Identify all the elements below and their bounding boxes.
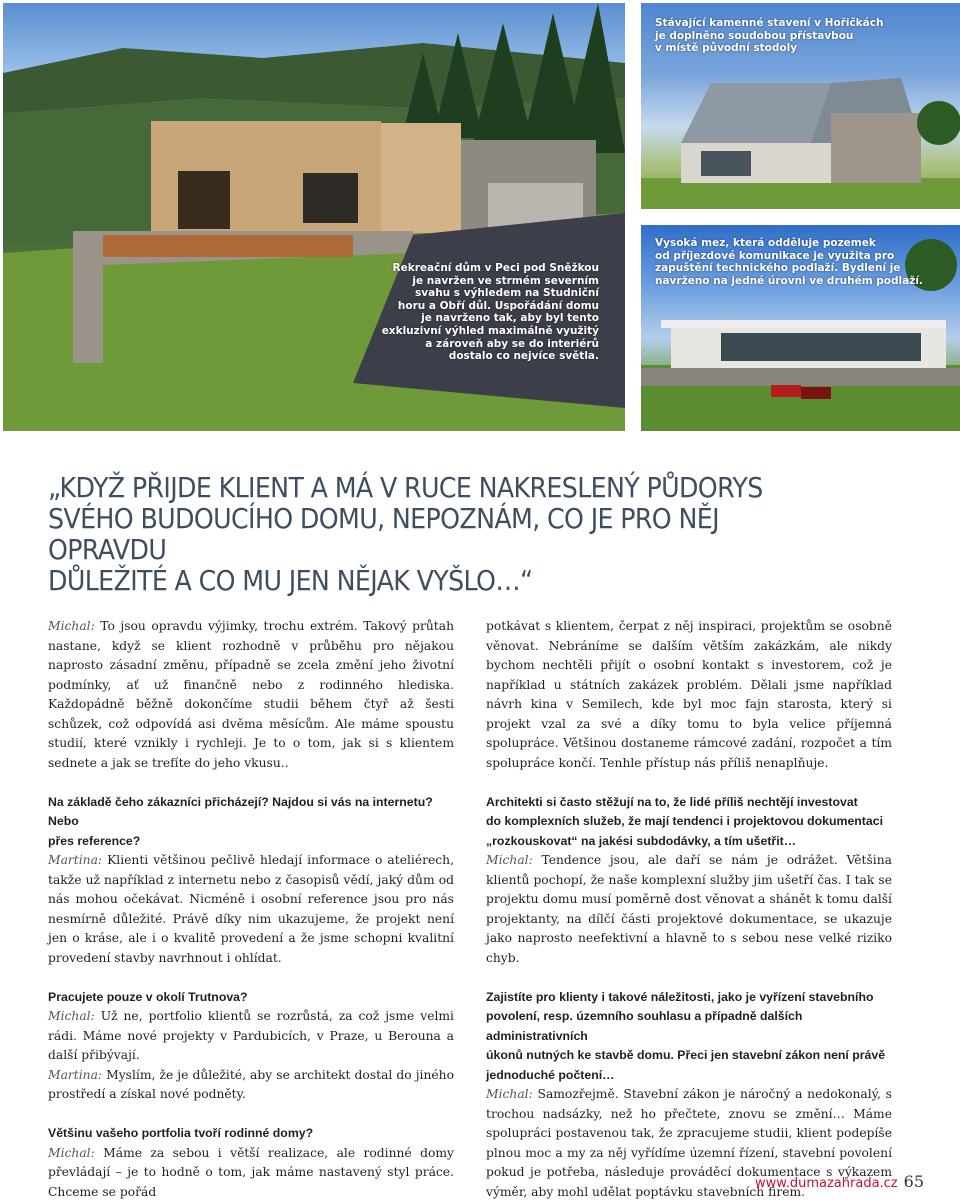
- answer-text: Už ne, portfolio klientů se rozrůstá, za což jsme velmi rádi. Máme nové projekty v Pardubicích, v Praze, u Berouna a další přibývají.: [48, 1009, 454, 1062]
- speaker-name: Michal:: [486, 1087, 533, 1101]
- answer-text: To jsou opravdu výjimky, trochu extrém. Takový průtah nastane, když se klient rozhodně v průběhu pro nějakou naprosto zásadní změnu, případně se zcela změní jeho životní podmínky, ať už finančně nebo z rodinného hlediska. Každopádně běžně dokončíme studii během čtyř až šesti schůzek, což odpovídá asi dvěma měsícům. Ale máme spoustu studií, které vznikly i rychleji. Je to o tom, jak si s klientem sednete a jak se trefíte do jeho vkusu..: [48, 619, 454, 770]
- speaker-name: Michal:: [48, 619, 95, 633]
- pull-quote-headline: „KDYŽ PŘIJDE KLIENT A MÁ V RUCE NAKRESLENÝ PŮDORYS SVÉHO BUDOUCÍHO DOMU, NEPOZNÁM, CO JE PRO NĚJ OPRAVDU DŮLEŽITÉ A CO MU JEN NĚJAK VYŠLO…“: [48, 473, 839, 597]
- house-photo-horicky: [641, 3, 960, 209]
- house-illustration: [3, 3, 625, 431]
- interview-question: Pracujete pouze v okolí Trutnova?: [48, 988, 454, 1008]
- answer-paragraph: [48, 1066, 454, 1105]
- speaker-name: Martina:: [48, 853, 102, 867]
- house-photo-flat-roof: [641, 225, 960, 431]
- answer-paragraph: potkávat s klientem, čerpat z něj inspiraci, projektům se osobně věnovat. Nebráníme se dalším větším zakázkám, ale nikdy bychom nechtěli přijít o osobní kontakt s investorem, což je například u státních zakázek problém. Dělali jsme například návrh kina v Semilech, kde byl moc fajn starosta, který si projekt vzal za své a díky tomu to byla velice příjemná spolupráce. Většinou dostaneme rámcové zadání, rozpočet a tím spolupráce končí. Tenhle přístup nás příliš nenaplňuje.: [486, 617, 892, 773]
- interview-question: Na základě čeho zákazníci přicházejí? Najdou si vás na internetu? Nebo přes reference?: [48, 793, 454, 852]
- answer-paragraph: [48, 617, 454, 773]
- answer-text: Máme za sebou i větší realizace, ale rodinné domy převládají – je to hodně o tom, jak máme nastavený styl práce. Chceme se pořád: [48, 1146, 454, 1199]
- answer-paragraph: [48, 1144, 454, 1202]
- magazine-url-link[interactable]: www.dumazahrada.cz: [755, 1176, 898, 1191]
- interview-question: Většinu vašeho portfolia tvoří rodinné domy?: [48, 1124, 454, 1144]
- article-column-right: [486, 617, 892, 1202]
- answer-text: Myslím, že je důležité, aby se architekt dostal do jiného prostředí a získal nové podněty.: [48, 1068, 454, 1102]
- speaker-name: Martina:: [48, 1068, 102, 1082]
- main-photo-caption: Rekreační dům v Peci pod Sněžkou je navržen ve strmém severním svahu s výhledem na Studniční horu a Obří důl. Uspořádání domu je navrženo tak, aby byl tento exkluzivní výhled maximálně využitý a zároveň aby se do interiérů dostalo co nejvíce světla.: [369, 262, 599, 363]
- mid-right-photo-caption: Vysoká mez, která odděluje pozemek od příjezdové komunikace je využita pro zapuštění technického podlaží. Bydlení je navrženo na jedné úrovni ve druhém podlaží.: [655, 237, 951, 287]
- answer-paragraph: [48, 1007, 454, 1066]
- article-column-left: [48, 617, 454, 1202]
- answer-paragraph: [48, 851, 454, 968]
- interview-question: Zajistíte pro klienty i takové náležitosti, jako je vyřízení stavebního povolení, resp. územního souhlasu a případně dalších administrativních úkonů nutných ke stavbě domu. Přeci jen stavební zákon není právě jednoduché počtení…: [486, 988, 892, 1086]
- answer-paragraph: [486, 851, 892, 968]
- speaker-name: Michal:: [486, 853, 533, 867]
- speaker-name: Michal:: [48, 1009, 95, 1023]
- answer-text: Samozřejmě. Stavební zákon je náročný a nedokonalý, s trochou nadsázky, než ho přečtete, znovu se změní… Máme spolupráci postavenou tak, že zpracujeme studii, klient podepíše plnou moc a my za něj vyřídíme územní řízení, stavební povolení pokud je potřeba, následuje prováděcí dokumentace s výkazem výměr, aby mohl udělat poptávku stavebních firem.: [486, 1087, 892, 1199]
- answer-text: Tendence jsou, ale daří se nám je odrážet. Většina klientů pochopí, že naše komplexní služby jim ušetří čas. I tak se projektu domu musí poměrně dost věnovat a shánět k tomu další projektanty, na dílčí části projektové dokumentace, se ukazuje jako naprosto neefektivní a hlavně to s sebou nese velké riziko chyb.: [486, 853, 892, 965]
- speaker-name: Michal:: [48, 1146, 95, 1160]
- top-right-photo-caption: Stávající kamenné stavení v Hořičkách je doplněno soudobou přístavbou v místě původní stodoly: [655, 17, 895, 55]
- interview-question: Architekti si často stěžují na to, že lidé příliš nechtějí investovat do komplexních služeb, že mají tendenci i projektovou dokumentaci „rozkouskovat“ na jakési subdodávky, a tím ušetřit…: [486, 793, 892, 852]
- page-number: 65: [904, 1172, 924, 1191]
- answer-text: Klienti většinou pečlivě hledají informace o ateliérech, takže už například z internetu nebo z časopisů vědí, jaký dům od nás mohou očekávat. Nicméně i osobní reference jsou pro nás nesmírně důležité. Právě díky nim ukazujeme, že projekt není jen o kráse, ale i o kvalitě provedení a že jsme schopni kvalitní provedení stavby navrhnout i ohlídat.: [48, 853, 454, 965]
- house-photo-pec-pod-snezkou: [3, 3, 625, 431]
- page-footer: [755, 1172, 924, 1191]
